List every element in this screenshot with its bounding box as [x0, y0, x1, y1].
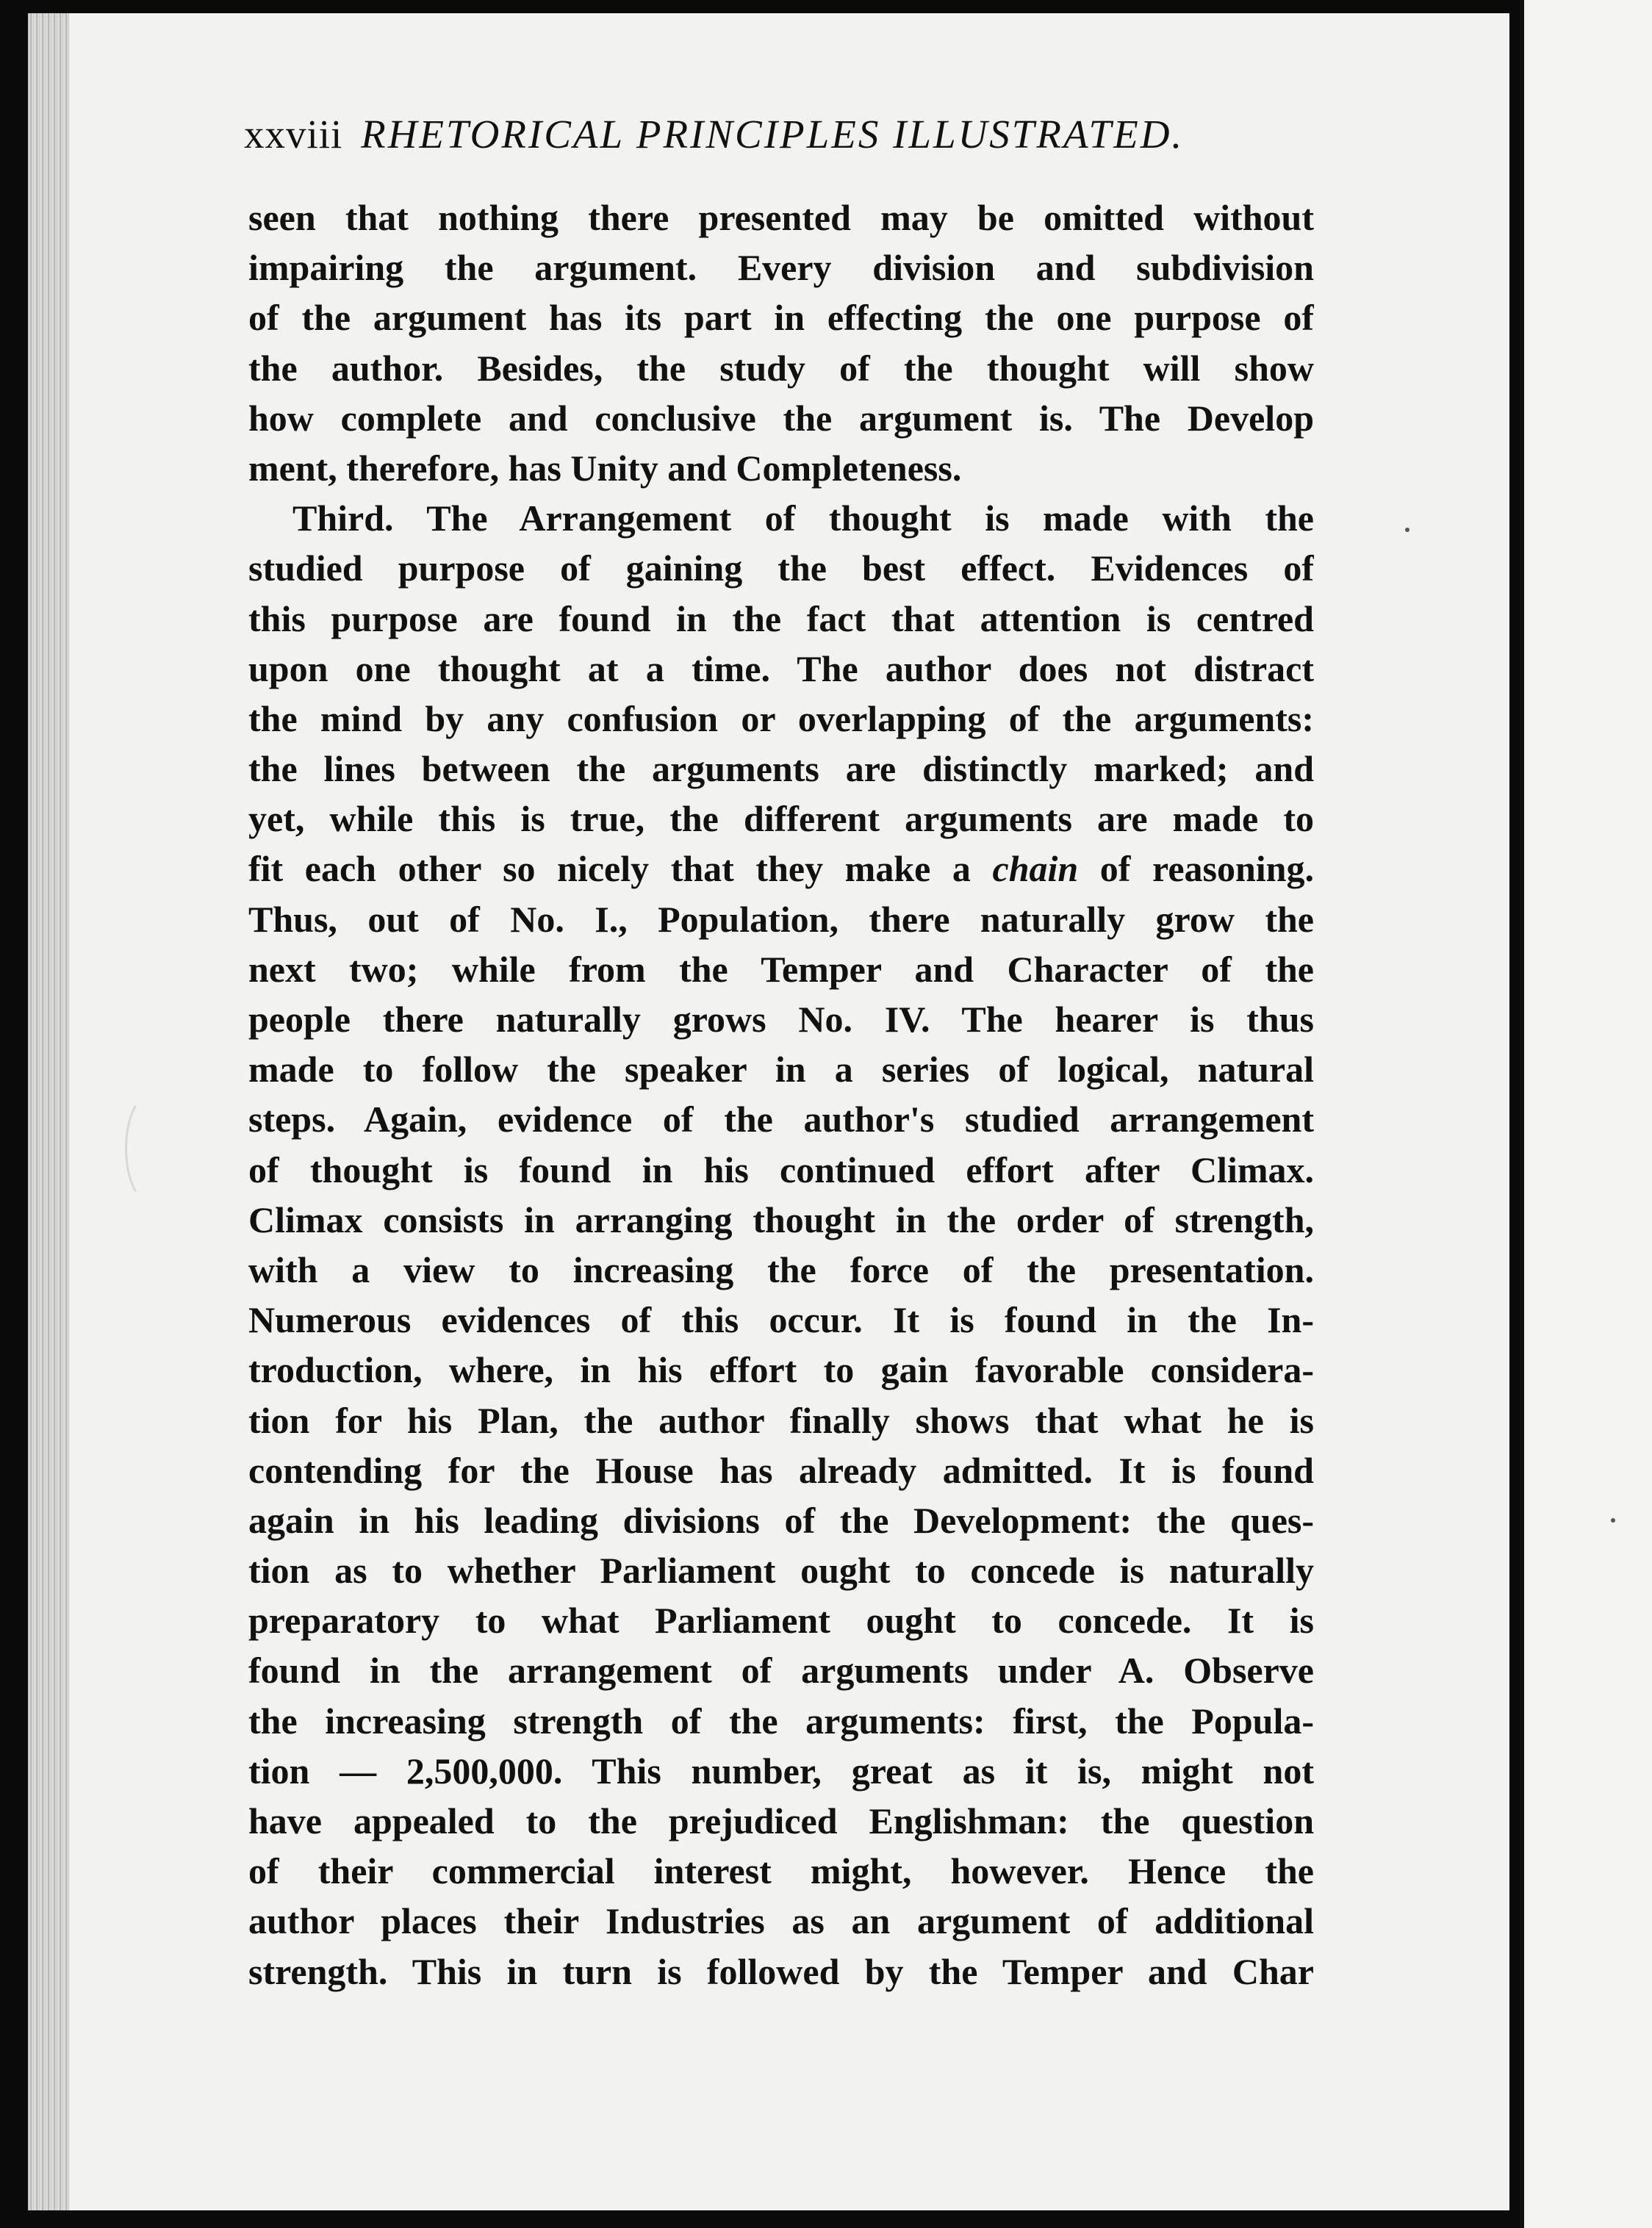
page-edges	[28, 13, 69, 2210]
text-line: yet, while this is true, the different arguments are made to	[248, 798, 1314, 840]
text-line: of their commercial interest might, however. Hence the	[248, 1850, 1314, 1892]
text-line: tion for his Plan, the author finally shows that what he is	[248, 1399, 1314, 1441]
italic-word: chain	[992, 848, 1079, 890]
text-line: the lines between the arguments are distinctly marked; and	[248, 748, 1314, 790]
running-title: RHETORICAL PRINCIPLES ILLUSTRATED.	[361, 112, 1185, 157]
text-line: seen that nothing there presented may be omitted without	[248, 197, 1314, 238]
text-line: the increasing strength of the arguments: first, the Popula-	[248, 1700, 1314, 1742]
text-line: have appealed to the prejudiced Englishman: the question	[248, 1800, 1314, 1841]
text-line: steps. Again, evidence of the author's studied arrangement	[248, 1099, 1314, 1140]
text-line: contending for the House has already admitted. It is found	[248, 1449, 1314, 1491]
text-line: Numerous evidences of this occur. It is found in the In-	[248, 1299, 1314, 1341]
text-line: the author. Besides, the study of the thought will show	[248, 347, 1314, 389]
text-line: Climax consists in arranging thought in the order of strength,	[248, 1199, 1314, 1240]
text-line: author places their Industries as an argument of additional	[248, 1900, 1314, 1942]
text-line: with a view to increasing the force of the presentation.	[248, 1248, 1314, 1290]
page-number: xxviii	[244, 112, 343, 157]
text-line: found in the arrangement of arguments under A. Observe	[248, 1650, 1314, 1692]
margin-mark	[125, 1095, 173, 1202]
facing-page-edge	[1520, 0, 1652, 2228]
scan-speck	[1611, 1518, 1615, 1523]
text-line: of the argument has its part in effecting the one purpose of	[248, 297, 1314, 339]
text-line: Thus, out of No. I., Population, there naturally grow the	[248, 898, 1314, 940]
text-line: the mind by any confusion or overlapping of the arguments:	[248, 697, 1314, 739]
scan-speck	[1405, 528, 1409, 532]
text-segment: fit each other so nicely that they make a	[248, 848, 971, 890]
text-line: upon one thought at a time. The author does not distract	[248, 647, 1314, 689]
text-line: strength. This in turn is followed by the Temper and Char	[248, 1950, 1314, 1992]
text-line: Third. The Arrangement of thought is made with the	[292, 497, 1314, 539]
text-line: ment, therefore, has Unity and Completeness.	[248, 447, 962, 489]
text-segment: of reasoning.	[1099, 848, 1314, 890]
text-line: again in his leading divisions of the Development: the ques-	[248, 1499, 1314, 1541]
text-line: of thought is found in his continued effort after Climax.	[248, 1149, 1314, 1190]
text-line: tion as to whether Parliament ought to concede is naturally	[248, 1550, 1314, 1592]
text-line: impairing the argument. Every division and subdivision	[248, 247, 1314, 289]
text-line: troduction, where, in his effort to gain favorable considera-	[248, 1349, 1314, 1391]
body-text	[248, 193, 1314, 1997]
text-line: this purpose are found in the fact that attention is centred	[248, 597, 1314, 639]
text-line: next two; while from the Temper and Character of the	[248, 948, 1314, 990]
text-line: studied purpose of gaining the best effect. Evidences of	[248, 547, 1314, 589]
text-line	[248, 844, 1314, 894]
text-line: people there naturally grows No. IV. The hearer is thus	[248, 999, 1314, 1040]
text-line: how complete and conclusive the argument is. The Develop	[248, 397, 1314, 439]
text-line: made to follow the speaker in a series of logical, natural	[248, 1049, 1314, 1090]
text-line: tion — 2,500,000. This number, great as it is, might not	[248, 1750, 1314, 1792]
text-line: preparatory to what Parliament ought to concede. It is	[248, 1600, 1314, 1642]
running-head	[244, 109, 1302, 160]
